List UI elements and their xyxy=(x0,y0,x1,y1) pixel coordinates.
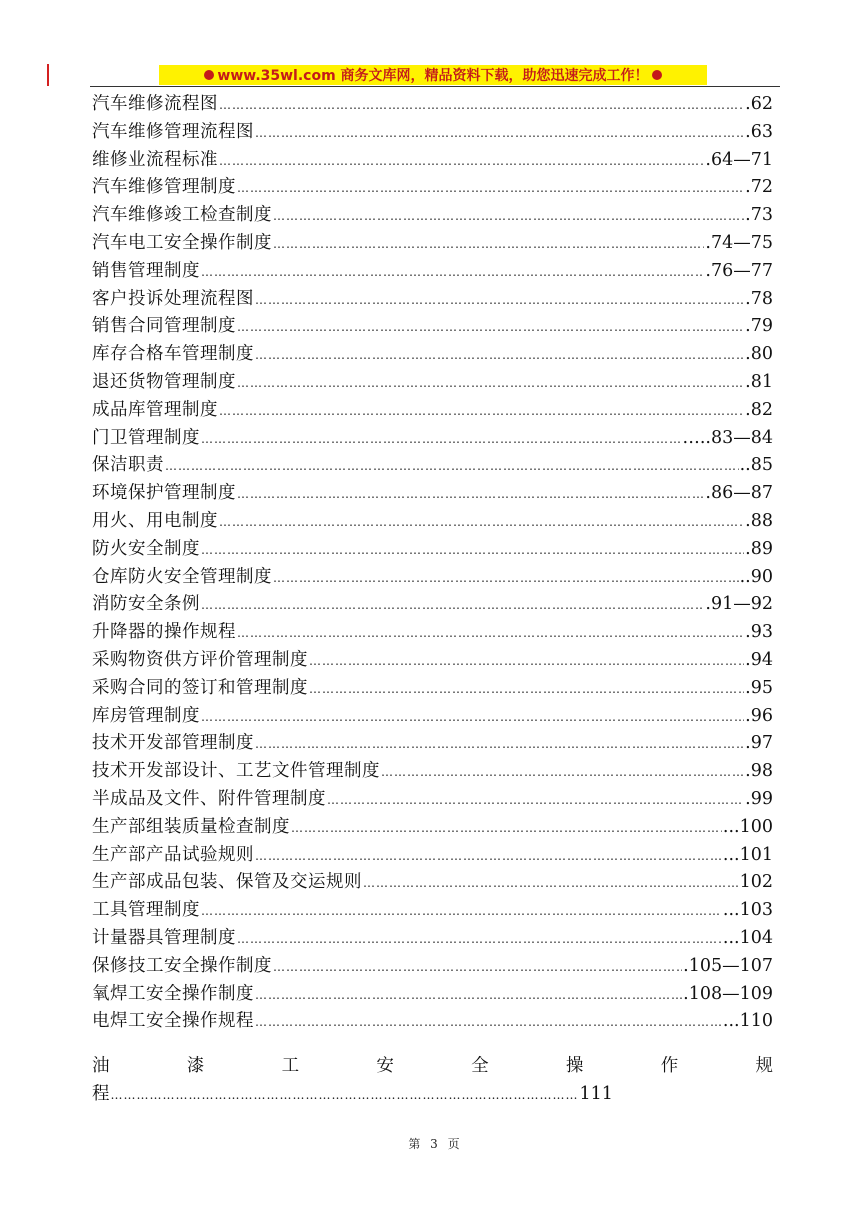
toc-entry-pages: .78 xyxy=(745,288,773,309)
toc-entry-title: 生产部产品试验规则 xyxy=(92,844,254,865)
toc-leader-dots xyxy=(255,120,744,147)
toc-entry xyxy=(92,814,773,842)
toc-entry-pages: .93 xyxy=(745,622,773,643)
toc-leader-dots xyxy=(219,509,744,536)
toc-entry xyxy=(92,230,773,258)
toc-entry-pages: .105—107 xyxy=(683,955,773,976)
toc-entry-title: 汽车维修竣工检查制度 xyxy=(92,205,272,226)
toc-entry-pages: .79 xyxy=(745,316,773,337)
toc-entry-title: 计量器具管理制度 xyxy=(92,927,236,948)
toc-entry-pages: .98 xyxy=(745,761,773,782)
page-number: 第 3 页 xyxy=(408,1137,460,1151)
toc-leader-dots xyxy=(381,759,744,786)
toc-entry-title-char: 工 xyxy=(281,1056,300,1076)
toc-leader-dots xyxy=(201,426,681,453)
toc-entry xyxy=(92,258,773,286)
toc-entry-title-char: 作 xyxy=(660,1056,679,1076)
toc-entry-title: 技术开发部管理制度 xyxy=(92,733,254,754)
toc-leader-dots xyxy=(111,1082,579,1110)
toc-entry-title: 保洁职责 xyxy=(92,455,164,476)
toc-entry xyxy=(92,147,773,175)
toc-leader-dots xyxy=(273,203,744,230)
toc-leader-dots xyxy=(219,148,704,175)
toc-entry xyxy=(92,953,773,981)
toc-entry xyxy=(92,397,773,425)
toc-leader-dots xyxy=(255,731,744,758)
toc-entry xyxy=(92,286,773,314)
toc-entry-title: 客户投诉处理流程图 xyxy=(92,288,254,309)
toc-entry-title: 半成品及文件、附件管理制度 xyxy=(92,788,326,809)
toc-entry-pages: ...101 xyxy=(722,844,773,865)
toc-entry-pages: .76—77 xyxy=(705,260,773,281)
toc-entry-title: 成品库管理制度 xyxy=(92,399,218,420)
toc-entry xyxy=(92,842,773,870)
toc-entry-wrapped xyxy=(92,1053,773,1109)
toc-entry-pages: ..85 xyxy=(739,455,773,476)
toc-entry xyxy=(92,647,773,675)
toc-entry xyxy=(92,591,773,619)
toc-leader-dots xyxy=(237,175,744,202)
toc-entry-title: 汽车维修管理制度 xyxy=(92,177,236,198)
toc-entry-title: 采购合同的签订和管理制度 xyxy=(92,677,308,698)
toc-entry-title: 工具管理制度 xyxy=(92,900,200,921)
toc-entry-pages: .81 xyxy=(745,371,773,392)
toc-entry-pages: .82 xyxy=(745,399,773,420)
toc-leader-dots xyxy=(165,453,739,480)
toc-leader-dots xyxy=(273,954,682,981)
toc-entry-pages: 102 xyxy=(739,872,773,893)
toc-entry-pages: .94 xyxy=(745,649,773,670)
toc-leader-dots xyxy=(201,704,744,731)
toc-entry xyxy=(92,981,773,1009)
toc-leader-dots xyxy=(327,787,744,814)
toc-entry xyxy=(92,508,773,536)
toc-entry-pages: .73 xyxy=(745,205,773,226)
toc-entry-pages: ...100 xyxy=(722,816,773,837)
toc-entry-pages: .91—92 xyxy=(705,594,773,615)
toc-entry-pages: .99 xyxy=(745,788,773,809)
toc-entry xyxy=(92,119,773,147)
toc-entry-title: 生产部组装质量检查制度 xyxy=(92,816,290,837)
toc-entry-pages: .88 xyxy=(745,510,773,531)
toc-entry-title: 汽车维修管理流程图 xyxy=(92,121,254,142)
table-of-contents xyxy=(92,91,773,1036)
toc-leader-dots xyxy=(273,231,704,258)
toc-entry-title: 用火、用电制度 xyxy=(92,510,218,531)
toc-entry-wrapped-line2 xyxy=(92,1081,773,1109)
toc-entry-title-char: 操 xyxy=(565,1056,584,1076)
toc-entry-pages: .64—71 xyxy=(705,149,773,170)
toc-entry-wrapped-line1 xyxy=(92,1053,773,1081)
toc-entry-pages: …..83—84 xyxy=(682,427,773,448)
toc-leader-dots xyxy=(237,926,722,953)
toc-leader-dots xyxy=(237,370,744,397)
toc-entry xyxy=(92,202,773,230)
toc-entry xyxy=(92,341,773,369)
header-banner-text[interactable]: www.35wl.com 商务文库网，精品资料下载，助您迅速完成工作！ xyxy=(217,68,649,84)
toc-entry-title: 氧焊工安全操作制度 xyxy=(92,983,254,1004)
toc-entry xyxy=(92,313,773,341)
toc-entry xyxy=(92,758,773,786)
toc-entry-title: 防火安全制度 xyxy=(92,538,200,559)
toc-entry xyxy=(92,369,773,397)
toc-entry xyxy=(92,91,773,119)
toc-entry-title: 维修业流程标准 xyxy=(92,149,218,170)
toc-entry-title: 库房管理制度 xyxy=(92,705,200,726)
toc-entry xyxy=(92,869,773,897)
toc-entry-title: 仓库防火安全管理制度 xyxy=(92,566,272,587)
toc-leader-dots xyxy=(309,676,744,703)
toc-entry xyxy=(92,1008,773,1036)
toc-entry-pages: .108—109 xyxy=(683,983,773,1004)
toc-entry-pages: .89 xyxy=(745,538,773,559)
toc-entry-title: 技术开发部设计、工艺文件管理制度 xyxy=(92,761,380,782)
toc-entry xyxy=(92,564,773,592)
toc-leader-dots xyxy=(291,815,722,842)
toc-entry xyxy=(92,619,773,647)
toc-entry-pages: ..90 xyxy=(739,566,773,587)
toc-entry-title-char: 全 xyxy=(471,1056,489,1076)
toc-entry-pages: .80 xyxy=(745,344,773,365)
toc-leader-dots xyxy=(201,592,704,619)
toc-entry-title-char: 安 xyxy=(376,1056,394,1076)
toc-leader-dots xyxy=(255,1009,722,1036)
toc-entry-pages: ...104 xyxy=(722,927,773,948)
bullet-icon xyxy=(652,70,662,80)
toc-leader-dots xyxy=(201,537,744,564)
toc-entry-pages: .62 xyxy=(745,94,773,114)
toc-entry-title-char: 油 xyxy=(92,1056,110,1076)
toc-entry-title: 销售合同管理制度 xyxy=(92,316,236,337)
toc-leader-dots xyxy=(309,648,744,675)
toc-entry xyxy=(92,675,773,703)
toc-entry-title: 生产部成品包装、保管及交运规则 xyxy=(92,872,362,893)
toc-entry xyxy=(92,897,773,925)
toc-entry-title: 环境保护管理制度 xyxy=(92,483,236,504)
toc-entry-title: 退还货物管理制度 xyxy=(92,371,236,392)
toc-leader-dots xyxy=(237,481,704,508)
toc-entry-title: 销售管理制度 xyxy=(92,260,200,281)
toc-entry xyxy=(92,425,773,453)
toc-leader-dots xyxy=(255,342,744,369)
toc-leader-dots xyxy=(255,287,744,314)
toc-entry-title-char: 规 xyxy=(755,1056,773,1076)
toc-entry-pages: ...103 xyxy=(722,900,773,921)
bullet-icon xyxy=(204,70,214,80)
toc-leader-dots xyxy=(219,92,744,119)
toc-entry xyxy=(92,452,773,480)
toc-entry-title: 电焊工安全操作规程 xyxy=(92,1011,254,1032)
toc-entry-pages: .74—75 xyxy=(705,232,773,253)
toc-entry-pages: .97 xyxy=(745,733,773,754)
toc-entry-title-end: 程 xyxy=(92,1083,110,1104)
toc-leader-dots xyxy=(255,843,722,870)
toc-leader-dots xyxy=(201,259,704,286)
toc-entry xyxy=(92,786,773,814)
toc-entry xyxy=(92,925,773,953)
toc-entry xyxy=(92,730,773,758)
toc-leader-dots xyxy=(273,565,739,592)
toc-leader-dots xyxy=(237,314,744,341)
toc-entry-title: 汽车电工安全操作制度 xyxy=(92,232,272,253)
toc-entry-pages: .96 xyxy=(745,705,773,726)
toc-leader-dots xyxy=(219,398,744,425)
header-banner[interactable] xyxy=(159,65,707,85)
toc-entry-title: 消防安全条例 xyxy=(92,594,200,615)
toc-entry-title-char: 漆 xyxy=(186,1056,205,1076)
toc-entry-title: 采购物资供方评价管理制度 xyxy=(92,649,308,670)
toc-entry-pages: .63 xyxy=(745,121,773,142)
page-corner-mark xyxy=(47,64,49,86)
toc-leader-dots xyxy=(255,982,682,1009)
toc-entry-pages: .95 xyxy=(745,677,773,698)
toc-entry-title: 门卫管理制度 xyxy=(92,427,200,448)
toc-entry-pages: .72 xyxy=(745,177,773,198)
header-divider xyxy=(90,86,780,87)
toc-entry-title: 保修技工安全操作制度 xyxy=(92,955,272,976)
toc-entry xyxy=(92,480,773,508)
toc-entry-title: 升降器的操作规程 xyxy=(92,622,236,643)
toc-entry-pages: .86—87 xyxy=(705,483,773,504)
toc-entry xyxy=(92,703,773,731)
toc-leader-dots xyxy=(363,870,739,897)
toc-entry-title: 库存合格车管理制度 xyxy=(92,344,254,365)
toc-entry-title: 汽车维修流程图 xyxy=(92,94,218,114)
toc-entry-pages: ...110 xyxy=(722,1011,773,1032)
toc-entry xyxy=(92,174,773,202)
toc-entry-pages: 111 xyxy=(579,1083,613,1104)
toc-entry xyxy=(92,536,773,564)
toc-leader-dots xyxy=(201,898,722,925)
toc-leader-dots xyxy=(237,620,744,647)
